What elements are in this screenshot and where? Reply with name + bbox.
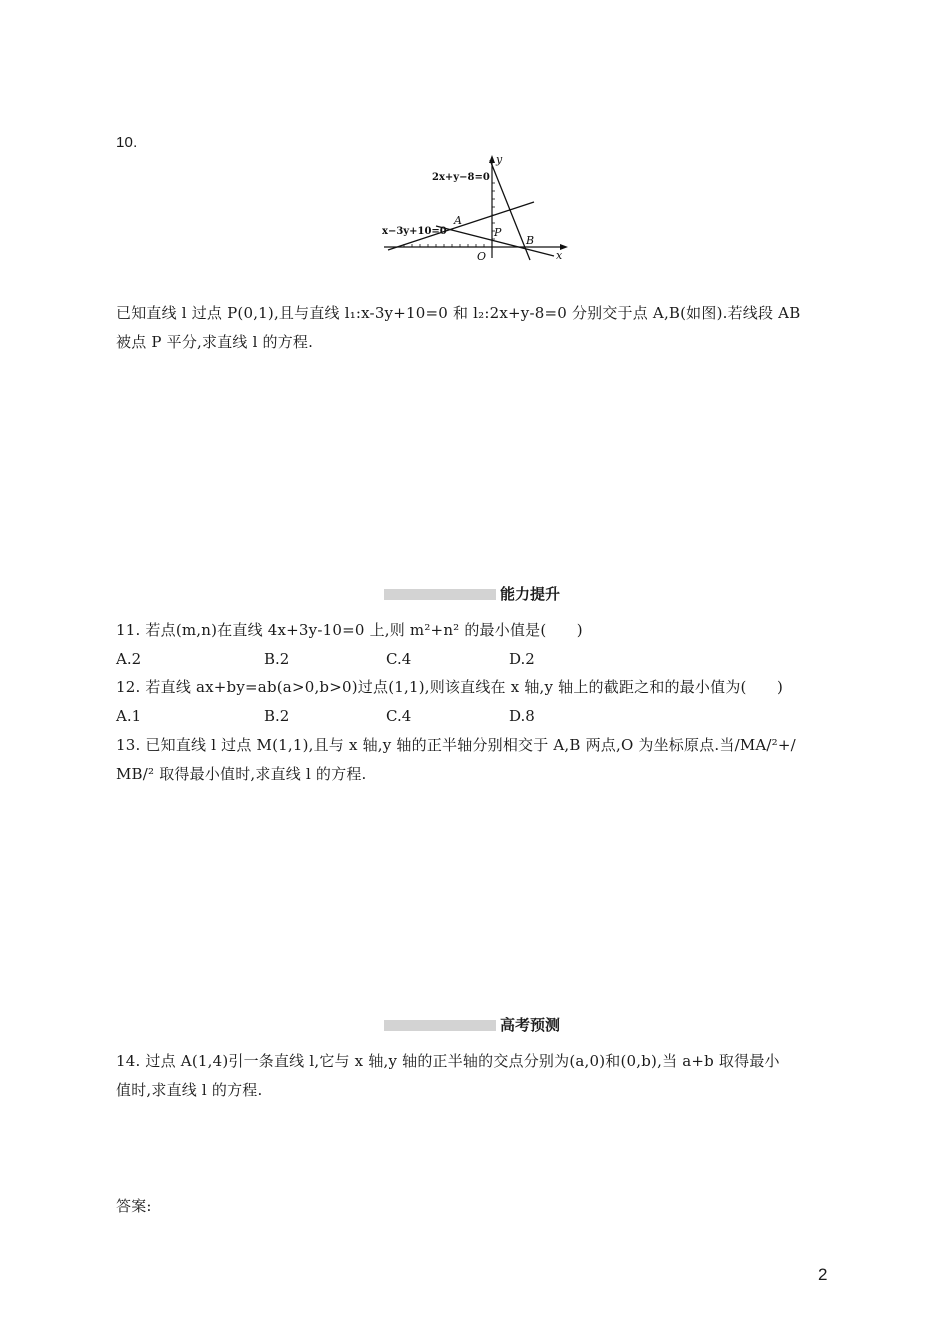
section-title: 高考预测 <box>500 1016 561 1034</box>
option-b: B.2 <box>264 707 290 725</box>
section-title: 能力提升 <box>500 585 561 603</box>
page-number: 2 <box>818 1265 828 1284</box>
label-line1: x−3y+10=0 <box>382 226 447 237</box>
section-bar <box>384 589 496 600</box>
answer-label: 答案: <box>116 1197 152 1215</box>
option-c: C.4 <box>386 707 412 725</box>
question-10-text-2: 被点 P 平分,求直线 l 的方程. <box>116 333 314 351</box>
label-B: B <box>526 234 535 247</box>
label-P: P <box>494 226 502 239</box>
option-a: A.1 <box>116 707 142 725</box>
label-x: x <box>556 249 563 262</box>
option-d: D.2 <box>509 650 535 668</box>
question-13-text-1: 13. 已知直线 l 过点 M(1,1),且与 x 轴,y 轴的正半轴分别相交于 A,B 两点,O 为坐标原点.当/MA/²+/ <box>116 736 796 754</box>
section-bar <box>384 1020 496 1031</box>
label-O: O <box>477 250 487 262</box>
option-c: C.4 <box>386 650 412 668</box>
question-10-number: 10. <box>116 134 138 151</box>
option-a: A.2 <box>116 650 142 668</box>
question-11-text: 11. 若点(m,n)在直线 4x+3y-10=0 上,则 m²+n² 的最小值是( ) <box>116 621 583 639</box>
question-12-text: 12. 若直线 ax+by=ab(a>0,b>0)过点(1,1),则该直线在 x 轴,y 轴上的截距之和的最小值为( ) <box>116 678 784 696</box>
option-d: D.8 <box>509 707 535 725</box>
line-intersection-figure <box>378 150 574 262</box>
label-y: y <box>496 153 503 166</box>
question-13-text-2: MB/² 取得最小值时,求直线 l 的方程. <box>116 765 367 783</box>
label-A: A <box>454 214 462 227</box>
question-14-text-2: 值时,求直线 l 的方程. <box>116 1081 263 1099</box>
question-10-text-1: 已知直线 l 过点 P(0,1),且与直线 l₁:x-3y+10=0 和 l₂:2x+y-8=0 分别交于点 A,B(如图).若线段 AB <box>116 304 801 322</box>
question-14-text-1: 14. 过点 A(1,4)引一条直线 l,它与 x 轴,y 轴的正半轴的交点分别为(a,0)和(0,b),当 a+b 取得最小 <box>116 1052 780 1070</box>
option-b: B.2 <box>264 650 290 668</box>
y-axis-arrow <box>489 155 495 163</box>
label-line2: 2x+y−8=0 <box>432 172 490 183</box>
